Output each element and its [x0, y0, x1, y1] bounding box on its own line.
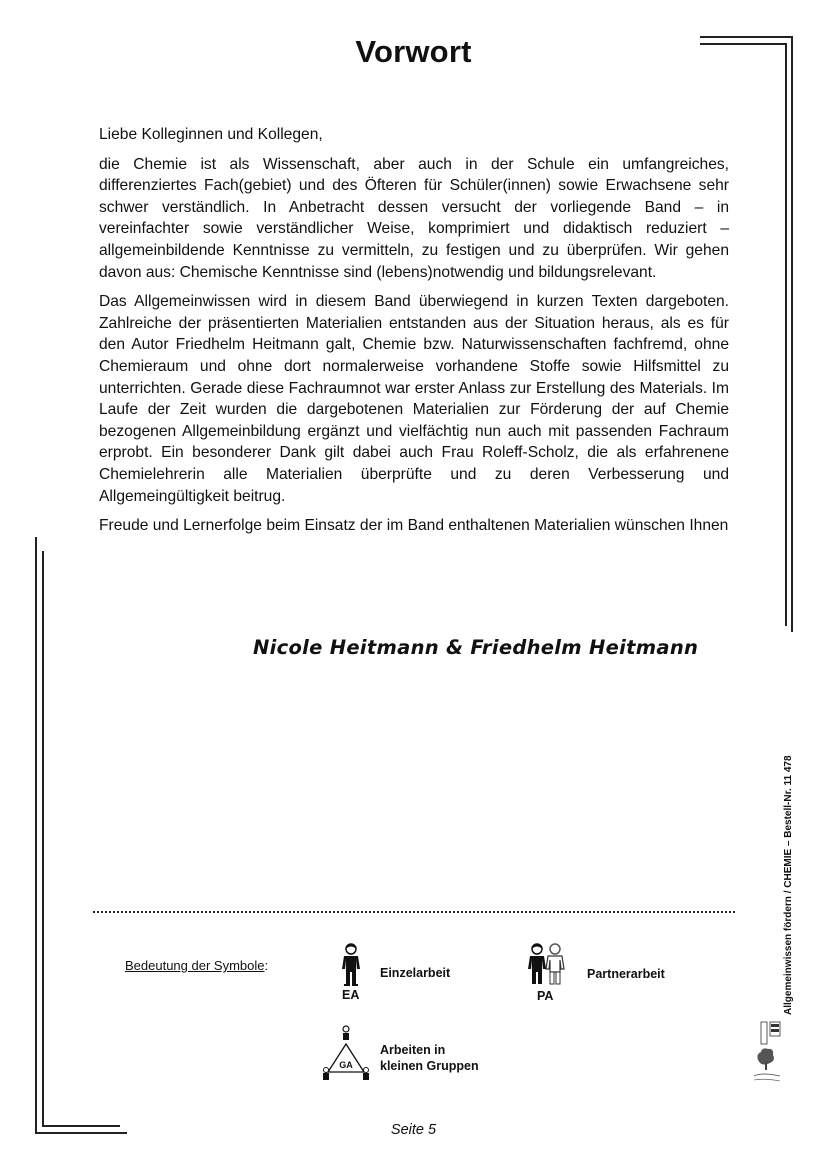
- preface-text: [99, 124, 729, 545]
- frame-line-left-inner: [42, 551, 44, 1127]
- svg-text:GA: GA: [339, 1060, 353, 1070]
- symbol-text-einzelarbeit: Einzelarbeit: [380, 966, 451, 980]
- symbol-code-pa: PA: [537, 989, 554, 1003]
- symbol-text-gruppen-line1: Arbeiten in: [380, 1043, 446, 1057]
- paragraph-1: die Chemie ist als Wissenschaft, aber auch in der Schule ein umfangreiches, differenziertes Fach(gebiet) und des Öfteren für Schüler(innen) sowie Erwachsene sehr schwer verständlich. In Anbetracht dessen versucht der vorliegende Band – in vereinfachter sowie verständlicher Weise, komprimiert und didaktisch reduziert – allgemeinbildende Kenntnisse zu vermitteln, zu festigen und zu überprüfen. Wir gehen davon aus: Chemische Kenntnisse sind (lebens)notwendig und bildungsrelevant.: [99, 155, 729, 281]
- signature: Nicole Heitmann & Friedhelm Heitmann: [253, 636, 699, 659]
- publisher-logo: [752, 1020, 782, 1086]
- symbol-text-gruppen: [380, 1042, 479, 1074]
- single-person-icon: [338, 942, 364, 988]
- group-triangle-icon: [320, 1024, 372, 1082]
- page-number: Seite 5: [390, 1122, 437, 1138]
- symbol-text-partnerarbeit: Partnerarbeit: [587, 967, 665, 981]
- frame-line-right-inner: [785, 43, 787, 626]
- paragraph-3: Freude und Lernerfolge beim Einsatz der im Band enthaltenen Materialien wünschen Ihnen: [99, 517, 729, 535]
- legend-label: [125, 958, 268, 973]
- two-persons-icon: [526, 942, 566, 988]
- symbol-code-ea: EA: [342, 988, 360, 1002]
- legend-label-text: Bedeutung der Symbole: [125, 958, 265, 973]
- legend-label-colon: :: [264, 958, 269, 973]
- greeting: Liebe Kolleginnen und Kollegen,: [99, 126, 323, 143]
- frame-line-left-outer: [35, 537, 37, 1134]
- dotted-separator: [93, 911, 735, 913]
- symbol-text-gruppen-line2: kleinen Gruppen: [380, 1059, 479, 1073]
- side-caption: Allgemeinwissen fördern / CHEMIE – Bestell-Nr. 11 478: [783, 755, 794, 1015]
- page-title: Vorwort: [355, 34, 472, 69]
- paragraph-2: Das Allgemeinwissen wird in diesem Band überwiegend in kurzen Texten dargeboten. Zahlreiche der präsentierten Materialien entstanden aus der Situation heraus, als es für den Autor Friedhelm Heitmann galt, Chemie bzw. Naturwissenschaften fachfremd, ohne Chemieraum und ohne dort normalerweise vorhandene Stoffe sowie Hilfsmittel zu unterrichten. Gerade diese Fachraumnot war erster Anlass zur Erstellung des Materials. Im Laufe der Zeit wurden die dargebotenen Materialien zur Förderung der auf Chemie bezogenen Allgemeinbildung ergänzt und vielfächtig nun auch mit passenden Fachraum erprobt. Ein besonderer Dank gilt dabei auch Frau Roleff-Scholz, die als erfahrenene Chemielehrerin alle Materialien überprüfte und zu deren Verbesserung und Allgemeingültigkeit beitrug.: [99, 293, 729, 505]
- frame-line-right-outer: [791, 36, 793, 632]
